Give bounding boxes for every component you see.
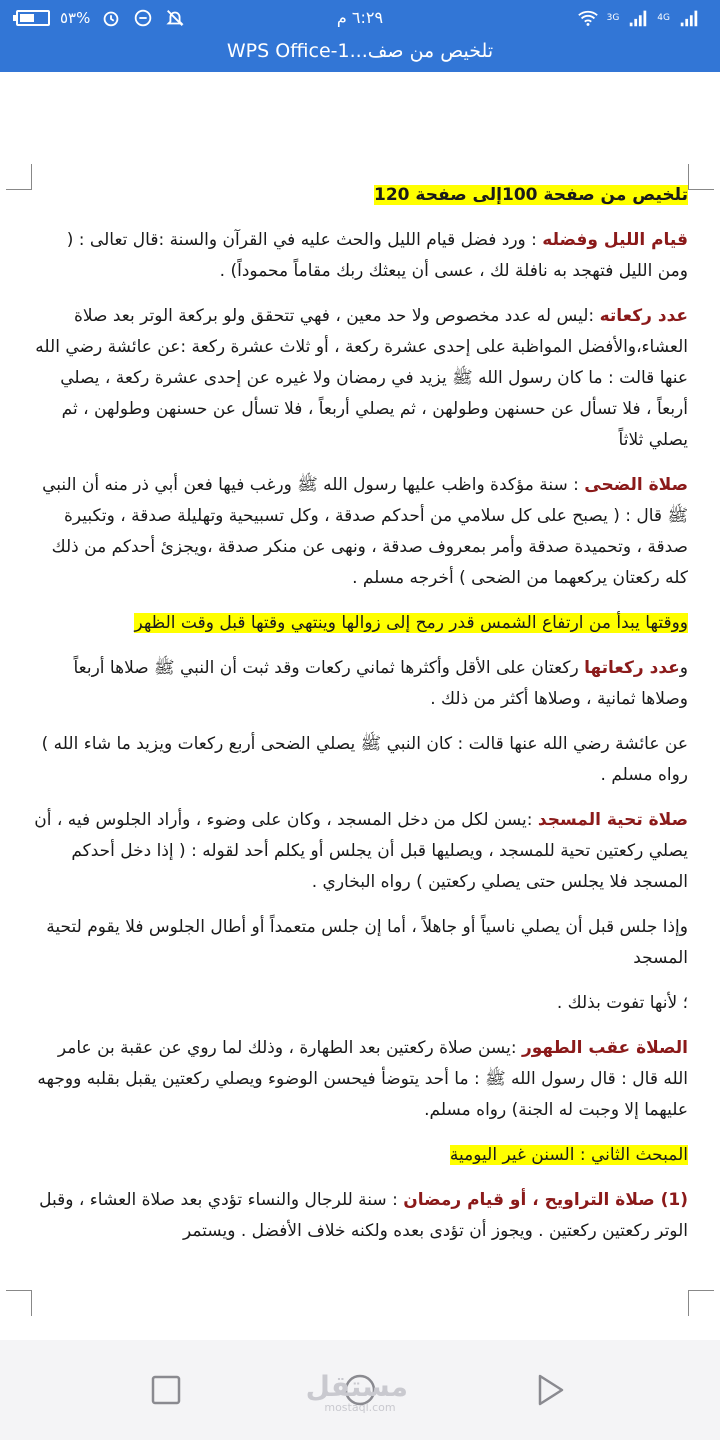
paragraph-text: :ليس له عدد مخصوص ولا حد معين ، فهي تتحقق ولو بركعة الوتر بعد صلاة العشاء،والأفضل المواظبة على إحدى عشرة ركعة ، أو ثلاث عشرة ركعة :عن عائشة رضي الله عنها قالت : ما كان رسول الله ﷺ يزيد في رمضان ولا غيره عن إحدى عشرة ركعة ، يصلي أربعاً ، فلا تسأل عن حسنهن وطولهن ، ثم يصلي أربعاً ، فلا تسأل عن حسنهن وطولهن ، ثم يصلي ثلاثاً xyxy=(35,306,688,450)
page-corner-mark xyxy=(6,1290,32,1316)
watermark-logo: مستقل mostaql.com xyxy=(305,1370,408,1414)
list-number: (1) xyxy=(654,1190,688,1210)
section-label: عدد ركعاته xyxy=(599,306,688,326)
page-corner-mark xyxy=(6,164,32,190)
section-label: صلاة تحية المسجد xyxy=(537,810,688,830)
wifi-icon xyxy=(577,7,599,29)
paragraph-text: : سنة للرجال والنساء تؤدي بعد صلاة العشاء ، وقبل الوتر ركعتين ركعتين . ويجوز أن تؤدى بعده ولكنه خلاف الأفضل . ويستمر xyxy=(39,1190,688,1241)
paragraph-text: : ورد فضل قيام الليل والحث عليه في القرآن والسنة :قال تعالى : ( ومن الليل فتهجد به نافلة لك ، عسى أن يبعثك ربك مقاماً محموداً) . xyxy=(66,230,688,281)
subsection-heading: المبحث الثاني : السنن غير اليومية xyxy=(449,1145,688,1165)
system-nav-bar xyxy=(0,1340,720,1440)
signal-icon xyxy=(627,7,649,29)
section-label: صلاة الضحى xyxy=(584,475,688,495)
recent-apps-button[interactable] xyxy=(144,1368,188,1412)
status-time: ٦:٢٩ م xyxy=(336,8,384,27)
paragraph-text: ركعتان على الأقل وأكثرها ثماني ركعات وقد ثبت أن النبي ﷺ صلاها أربعاً وصلاها ثمانية ، وصلاها أكثر من ذلك . xyxy=(73,658,688,709)
paragraph xyxy=(32,1185,688,1247)
page-corner-mark xyxy=(688,1290,714,1316)
signal-icon xyxy=(678,7,700,29)
status-bar xyxy=(0,0,720,36)
paragraph xyxy=(32,805,688,898)
paragraph-text: :يسن لكل من دخل المسجد ، وكان على وضوء ، وأراد الجلوس فيه ، أن يصلي ركعتين تحية للمسجد ، ويصليها قبل أن يجلس أو يكلم أحد لقوله : ( إذا دخل أحدكم المسجد فلا يجلس حتى يصلي ركعتين ) رواه البخاري . xyxy=(34,810,688,892)
back-button[interactable] xyxy=(528,1368,572,1412)
triangle-back-icon xyxy=(528,1368,572,1412)
section-label: عدد ركعاتها xyxy=(584,658,680,678)
paragraph-text: :يسن صلاة ركعتين بعد الطهارة ، وذلك لما روي عن عقبة بن عامر الله قال : قال رسول الله ﷺ : ما أحد يتوضأ فيحسن الوضوء ويصلي ركعتين يقبل بقلبه ووجهه عليهما إلا وجبت له الجنة) رواه مسلم. xyxy=(37,1038,688,1120)
document-title: تلخيص من صف...WPS Office-1 xyxy=(226,40,494,62)
square-icon xyxy=(144,1368,188,1412)
document-body[interactable] xyxy=(32,180,688,1261)
doc-heading xyxy=(32,180,688,211)
paragraph-prefix: و xyxy=(679,658,688,678)
document-page[interactable] xyxy=(0,72,720,1340)
app-title-bar[interactable] xyxy=(0,36,720,72)
network-label-3g: 3G xyxy=(606,12,620,23)
section-label: الصلاة عقب الطهور xyxy=(521,1038,688,1058)
paragraph xyxy=(32,653,688,715)
paragraph xyxy=(32,301,688,456)
section-label: صلاة التراويح ، أو قيام رمضان xyxy=(403,1190,655,1210)
paragraph xyxy=(32,1033,688,1126)
paragraph xyxy=(32,225,688,287)
paragraph: ؛ لأنها تفوت بذلك . xyxy=(556,993,688,1013)
battery-percent: ٥٣% xyxy=(60,9,91,27)
page-corner-mark xyxy=(688,164,714,190)
section-label: قيام الليل وفضله xyxy=(542,230,688,250)
network-label-4g: 4G xyxy=(657,12,670,23)
paragraph-text: : سنة مؤكدة واظب عليها رسول الله ﷺ ورغب فيها فعن أبي ذر منه أن النبي ﷺ قال : ( يصبح على كل سلامي من أحدكم صدقة ، وكل تسبيحية وتهليلة صدقة ، وتكبيرة صدقة ، وتحميدة صدقة وأمر بمعروف صدقة ، ونهى عن منكر صدقة ،ويجزئ أحدكم من ذلك كله ركعتان يركعهما من الضحى ) أخرجه مسلم . xyxy=(42,475,688,588)
paragraph xyxy=(32,1140,688,1171)
paragraph xyxy=(32,608,688,639)
paragraph: وإذا جلس قبل أن يصلي ناسياً أو جاهلاً ، أما إن جلس متعمداً أو أطال الجلوس فلا يقوم لتحية المسجد xyxy=(46,917,688,968)
status-right-icons xyxy=(577,7,700,29)
heading-text: تلخيص من صفحة 100إلى صفحة 120 xyxy=(374,185,688,205)
paragraph: عن عائشة رضي الله عنها قالت : كان النبي ﷺ يصلي الضحى أربع ركعات ويزيد ما شاء الله ) رواه مسلم . xyxy=(41,734,688,785)
paragraph xyxy=(32,470,688,594)
highlighted-text: ووقتها يبدأ من ارتفاع الشمس قدر رمح إلى زوالها وينتهي وقتها قبل وقت الظهر xyxy=(134,613,688,633)
